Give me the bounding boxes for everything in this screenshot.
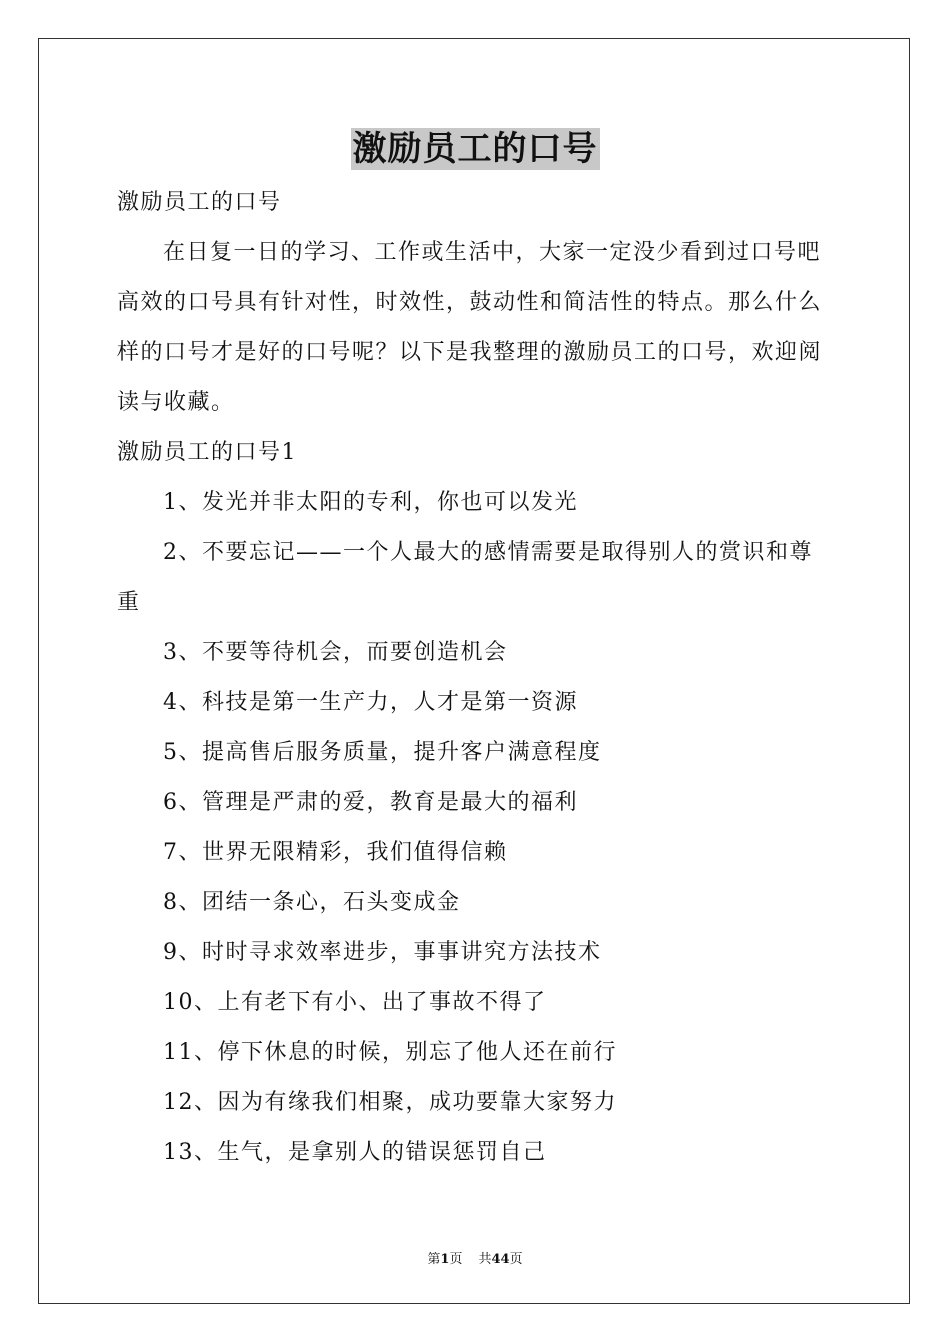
page-total: 44 (491, 1252, 510, 1267)
slogan-item: 6、管理是严肃的爱，教育是最大的福利 (163, 790, 578, 815)
slogan-item: 7、世界无限精彩，我们值得信赖 (163, 840, 508, 865)
page-prefix: 第 (427, 1252, 441, 1267)
page-footer (0, 1248, 950, 1267)
slogan-item: 1、发光并非太阳的专利，你也可以发光 (163, 490, 578, 515)
page-current: 1 (440, 1252, 450, 1267)
total-suffix: 页 (509, 1252, 523, 1267)
slogan-item: 12、因为有缘我们相聚，成功要靠大家努力 (163, 1090, 617, 1115)
intro-paragraph: 在日复一日的学习、工作或生活中，大家一定没少看到过口号吧高效的口号具有针对性，时效性，鼓动性和简洁性的特点。那么什么样的口号才是好的口号呢？以下是我整理的激励员工的口号，欢迎阅读与收藏。 (117, 240, 823, 415)
slogan-item: 9、时时寻求效率进步，事事讲究方法技术 (163, 940, 602, 965)
section-heading: 激励员工的口号1 (117, 440, 297, 465)
document-subtitle: 激励员工的口号 (117, 190, 282, 215)
page-suffix: 页 (449, 1252, 463, 1267)
title-container (0, 128, 950, 170)
document-title: 激励员工的口号 (352, 129, 598, 169)
slogan-item: 11、停下休息的时候，别忘了他人还在前行 (163, 1040, 617, 1065)
slogan-item: 5、提高售后服务质量，提升客户满意程度 (163, 740, 602, 765)
slogan-item: 13、生气，是拿别人的错误惩罚自己 (163, 1140, 547, 1165)
slogan-item: 3、不要等待机会，而要创造机会 (163, 640, 508, 665)
slogan-item: 4、科技是第一生产力，人才是第一资源 (163, 690, 578, 715)
total-prefix: 共 (478, 1252, 492, 1267)
document-body (117, 178, 835, 1178)
slogan-item: 2、不要忘记——一个人最大的感情需要是取得别人的赏识和尊重 (117, 540, 813, 615)
slogan-item: 10、上有老下有小、出了事故不得了 (163, 990, 547, 1015)
slogan-item: 8、团结一条心，石头变成金 (163, 890, 461, 915)
